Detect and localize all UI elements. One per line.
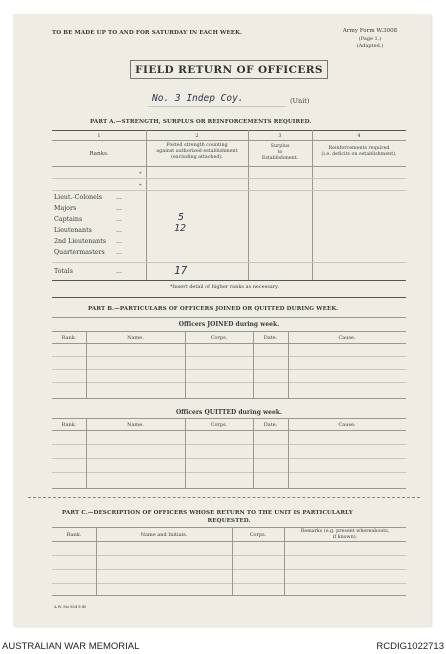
joined-title: Officers JOINED during week. [178,321,280,328]
col-header-reinforcements: Reinforcements required [328,146,390,151]
rank-label: Lieut.-Colonels [54,194,103,201]
part-c-col-name: Name and Initials. [140,532,188,538]
form-number: Army Form W.3008 [342,28,398,34]
part-a-top-rule [52,130,406,131]
star-marker: * [139,171,142,177]
form-adapted: (Adapted.) [356,43,384,49]
quitted-col-date: Date. [263,422,278,428]
row-rule [52,382,406,383]
part-b-rule [52,317,406,318]
joined-col-divider [86,331,87,398]
col-header-posted: against authorized establishment [156,149,238,154]
quitted-col-rank: Rank. [61,422,77,428]
row-rule [52,472,406,473]
quitted-bottom-rule [52,488,406,489]
form-title: FIELD RETURN OF OFFICERS [130,60,328,79]
totals-label: Totals [54,268,74,275]
joined-col-divider [253,331,254,398]
rank-label: Lieutenants [54,227,92,234]
quitted-col-divider [86,418,87,488]
leader-dots: ... [116,227,123,234]
col-header-posted: Posted strength counting [166,143,228,148]
quitted-col-divider [253,418,254,488]
row-rule [52,190,406,191]
quitted-header-rule [52,418,406,419]
part-a-bottom-rule [52,280,406,281]
part-a-heading: PART A.—STRENGTH, SURPLUS OR REINFORCEMENTS REQUIRED. [90,119,312,125]
leader-dots: ... [116,249,123,256]
joined-col-rank: Rank. [61,335,77,341]
quitted-cols-rule [52,430,406,431]
lieutenants-value: 12 [174,223,187,234]
joined-col-divider [185,331,186,398]
printer-note: A.W. Ste 854 8-40 [54,605,87,609]
joined-col-date: Date. [263,335,278,341]
rank-label: 2nd Lieutenants [54,238,106,245]
top-instruction: TO BE MADE UP TO AND FOR SATURDAY IN EACH WEEK. [52,30,243,36]
footer-record-id: RCDIG1022713 [376,641,444,652]
captains-value: 5 [178,212,185,223]
col-header-ranks: Ranks. [89,151,109,157]
part-a-header-rule [52,166,406,167]
col-number: 2 [195,133,199,139]
part-c-bottom-rule [52,595,406,596]
unit-label: (Unit) [290,97,310,105]
row-rule [52,444,406,445]
row-rule [52,583,406,584]
part-c-top-rule [52,527,406,528]
part-c-cols-rule [52,541,406,542]
col-number: 4 [357,133,361,139]
quitted-col-divider [185,418,186,488]
quitted-col-cause: Cause. [338,422,356,428]
joined-header-rule [52,331,406,332]
col-number: 1 [97,133,101,139]
totals-value: 17 [174,264,188,277]
rank-label: Captains [54,216,83,223]
quitted-title: Officers QUITTED during week. [175,409,283,416]
row-rule [52,569,406,570]
col-header-reinforcements: (i.e. deficits on establishment). [321,152,397,157]
leader-dots: ... [116,205,123,212]
row-rule [52,178,406,179]
joined-col-cause: Cause. [338,335,356,341]
row-rule [52,369,406,370]
quitted-col-corps: Corps. [210,422,228,428]
row-rule [52,458,406,459]
part-b-heading: PART B.—PARTICULARS OF OFFICERS JOINED OR QUITTED DURING WEEK. [88,306,339,312]
joined-bottom-rule [52,398,406,399]
form-page: (Page 1.) [358,36,382,42]
joined-col-name: Name. [127,335,144,341]
footer-source: AUSTRALIAN WAR MEMORIAL [2,641,140,652]
perforation-line [28,497,420,498]
row-rule [52,356,406,357]
part-c-col-corps: Corps. [249,532,267,538]
col-number: 3 [278,133,282,139]
leader-dots: ... [116,194,123,201]
col-header-posted: (excluding attached). [171,155,223,160]
col-header-surplus: Establishment. [261,156,299,161]
col-header-surplus: Surplus [270,144,290,149]
joined-col-corps: Corps. [210,335,228,341]
part-a-num-rule [52,140,406,141]
part-c-col-rank: Rank. [66,532,82,538]
unit-handwritten: No. 3 Indep Coy. [152,93,244,104]
leader-dots: ... [116,216,123,223]
part-c-heading: PART C.—DESCRIPTION OF OFFICERS WHOSE RETURN TO THE UNIT IS PARTICULARLY [62,510,353,516]
joined-cols-rule [52,343,406,344]
leader-dots: ... [116,238,123,245]
part-c-col-remarks: Remarks (e.g. present whereabouts, [300,529,390,534]
star-marker: * [139,183,142,189]
row-rule [52,555,406,556]
quitted-col-divider [288,418,289,488]
quitted-col-name: Name. [127,422,144,428]
rank-label: Majors [54,205,77,212]
leader-dots: ... [116,268,123,275]
part-b-top-rule [52,297,406,298]
part-c-heading: REQUESTED. [207,518,251,524]
joined-col-divider [288,331,289,398]
footnote: *Insert detail of higher ranks as necessary. [170,284,279,290]
row-rule [52,262,406,263]
unit-underline [148,106,286,107]
rank-label: Quartermasters [54,249,105,256]
part-c-col-remarks: if known). [332,535,358,540]
col-header-surplus: to [277,150,283,155]
